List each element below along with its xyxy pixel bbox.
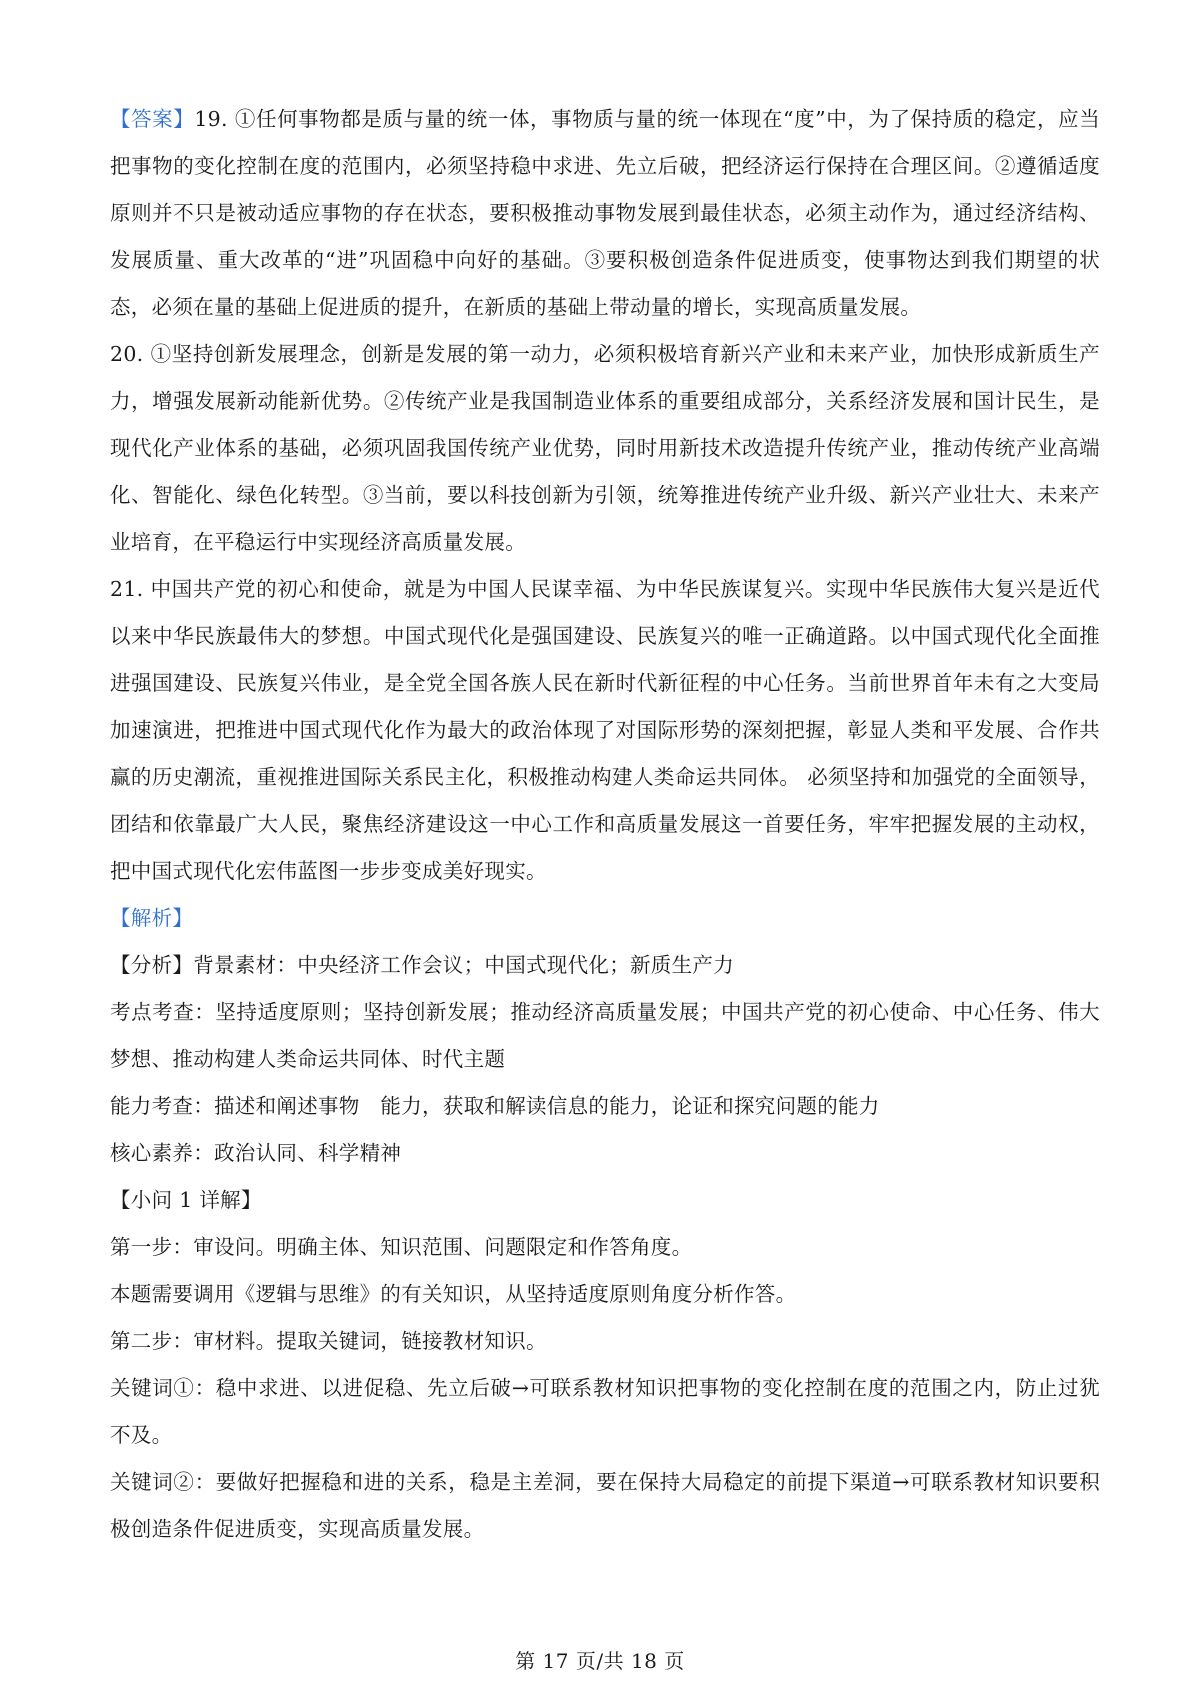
analysis-tag: 【解析】 (110, 906, 194, 930)
answer-20: 20. ①坚持创新发展理念，创新是发展的第一动力，必须积极培育新兴产业和未来产业，加快形成新质生产力，增强发展新动能新优势。②传统产业是我国制造业体系的重要组成部分，关系经济发展和国计民生，是现代化产业体系的基础，必须巩固我国传统产业优势，同时用新技术改造提升传统产业，推动传统产业高端化、智能化、绿色化转型。③当前，要以科技创新为引领，统筹推进传统产业升级、新兴产业壮大、未来产业培育，在平稳运行中实现经济高质量发展。 (110, 342, 1100, 554)
answer-19-text: 19. ①任何事物都是质与量的统一体，事物质与量的统一体现在“度”中，为了保持质的稳定，应当把事物的变化控制在度的范围内，必须坚持稳中求进、先立后破，把经济运行保持在合理区间。②遵循适度原则并不只是被动适应事物的存在状态，要积极推动事物发展到最佳状态，必须主动作为，通过经济结构、发展质量、重大改革的“进”巩固稳中向好的基础。③要积极创造条件促进质变，使事物达到我们期望的状态，必须在量的基础上促进质的提升，在新质的基础上带动量的增长，实现高质量发展。 (110, 107, 1100, 319)
analysis-kaodian: 考点考查：坚持适度原则；坚持创新发展；推动经济高质量发展；中国共产党的初心使命、中心任务、伟大梦想、推动构建人类命运共同体、时代主题 (110, 1000, 1100, 1071)
step-1: 第一步：审设问。明确主体、知识范围、问题限定和作答角度。 (110, 1235, 693, 1259)
analysis-nengli: 能力考查：描述和阐述事物 能力，获取和解读信息的能力，论证和探究问题的能力 (110, 1094, 880, 1118)
answer-21: 21. 中国共产党的初心和使命，就是为中国人民谋幸福、为中华民族谋复兴。实现中华民族伟大复兴是近代以来中华民族最伟大的梦想。中国式现代化是强国建设、民族复兴的唯一正确道路。以中国式现代化全面推进强国建设、民族复兴伟业，是全党全国各族人民在新时代新征程的中心任务。当前世界首年未有之大变局加速演进，把推进中国式现代化作为最大的政治体现了对国际形势的深刻把握，彰显人类和平发展、合作共赢的历史潮流，重视推进国际关系民主化，积极推动构建人类命运共同体。 必须坚持和加强党的全面领导，团结和依靠最广大人民，聚焦经济建设这一中心工作和高质量发展这一首要任务，牢牢把握发展的主动权，把中国式现代化宏伟蓝图一步步变成美好现实。 (110, 577, 1100, 883)
keyword-1: 关键词①：稳中求进、以进促稳、先立后破→可联系教材知识把事物的变化控制在度的范围之内，防止过犹不及。 (110, 1376, 1100, 1447)
sub-question-1-title: 【小问 1 详解】 (110, 1188, 262, 1212)
step-2: 第二步：审材料。提取关键词，链接教材知识。 (110, 1329, 547, 1353)
document-body (110, 96, 1100, 1553)
page-footer: 第 17 页/共 18 页 (515, 1649, 685, 1673)
step-1-detail: 本题需要调用《逻辑与思维》的有关知识，从坚持适度原则角度分析作答。 (110, 1282, 797, 1306)
analysis-suyang: 核心素养：政治认同、科学精神 (110, 1141, 402, 1165)
answer-tag: 【答案】 (110, 107, 195, 131)
analysis-section (110, 895, 1100, 942)
keyword-2: 关键词②：要做好把握稳和进的关系，稳是主差洞，要在保持大局稳定的前提下渠道→可联系教材知识要积极创造条件促进质变，实现高质量发展。 (110, 1470, 1100, 1541)
answer-19 (110, 96, 1100, 331)
analysis-fenxi: 【分析】背景素材：中央经济工作会议；中国式现代化；新质生产力 (110, 953, 734, 977)
